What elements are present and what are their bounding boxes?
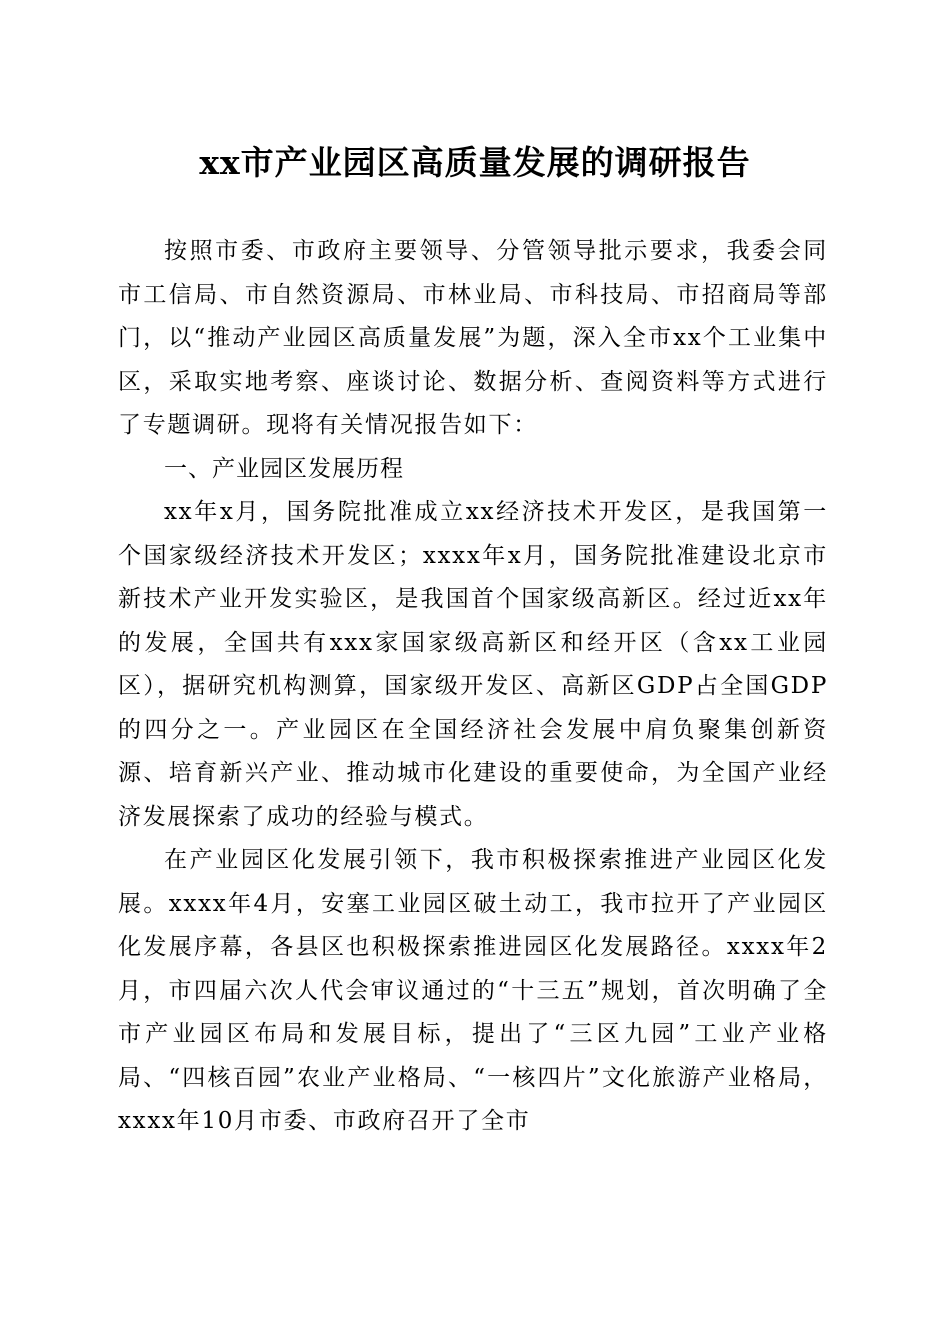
- section1-paragraph-2: 在产业园区化发展引领下，我市积极探索推进产业园区化发展。xxxx年4月，安塞工业园区破土动工，我市拉开了产业园区化发展序幕，各县区也积极探索推进园区化发展路径。xxxx年2月，市四届六次人代会审议通过的“十三五”规划，首次明确了全市产业园区布局和发展目标，提出了“三区九园”工业产业格局、“四核百园”农业产业格局、“一核四片”文化旅游产业格局，xxxx年10月市委、市政府召开了全市: [118, 847, 828, 1134]
- document-body: [118, 230, 828, 1144]
- intro-paragraph: 按照市委、市政府主要领导、分管领导批示要求，我委会同市工信局、市自然资源局、市林业局、市科技局、市招商局等部门，以“推动产业园区高质量发展”为题，深入全市xx个工业集中区，采取实地考察、座谈讨论、数据分析、查阅资料等方式进行了专题调研。现将有关情况报告如下：: [118, 238, 828, 438]
- section1-paragraph-1: xx年x月，国务院批准成立xx经济技术开发区，是我国第一个国家级经济技术开发区；xxxx年x月，国务院批准建设北京市新技术产业开发实验区，是我国首个国家级高新区。经过近xx年的发展，全国共有xxx家国家级高新区和经开区（含xx工业园区），据研究机构测算，国家级开发区、高新区GDP占全国GDP的四分之一。产业园区在全国经济社会发展中肩负聚集创新资源、培育新兴产业、推动城市化建设的重要使命，为全国产业经济发展探索了成功的经验与模式。: [118, 499, 828, 830]
- document-title: xx市产业园区高质量发展的调研报告: [199, 143, 751, 182]
- section-heading-1: 一、产业园区发展历程: [164, 455, 404, 482]
